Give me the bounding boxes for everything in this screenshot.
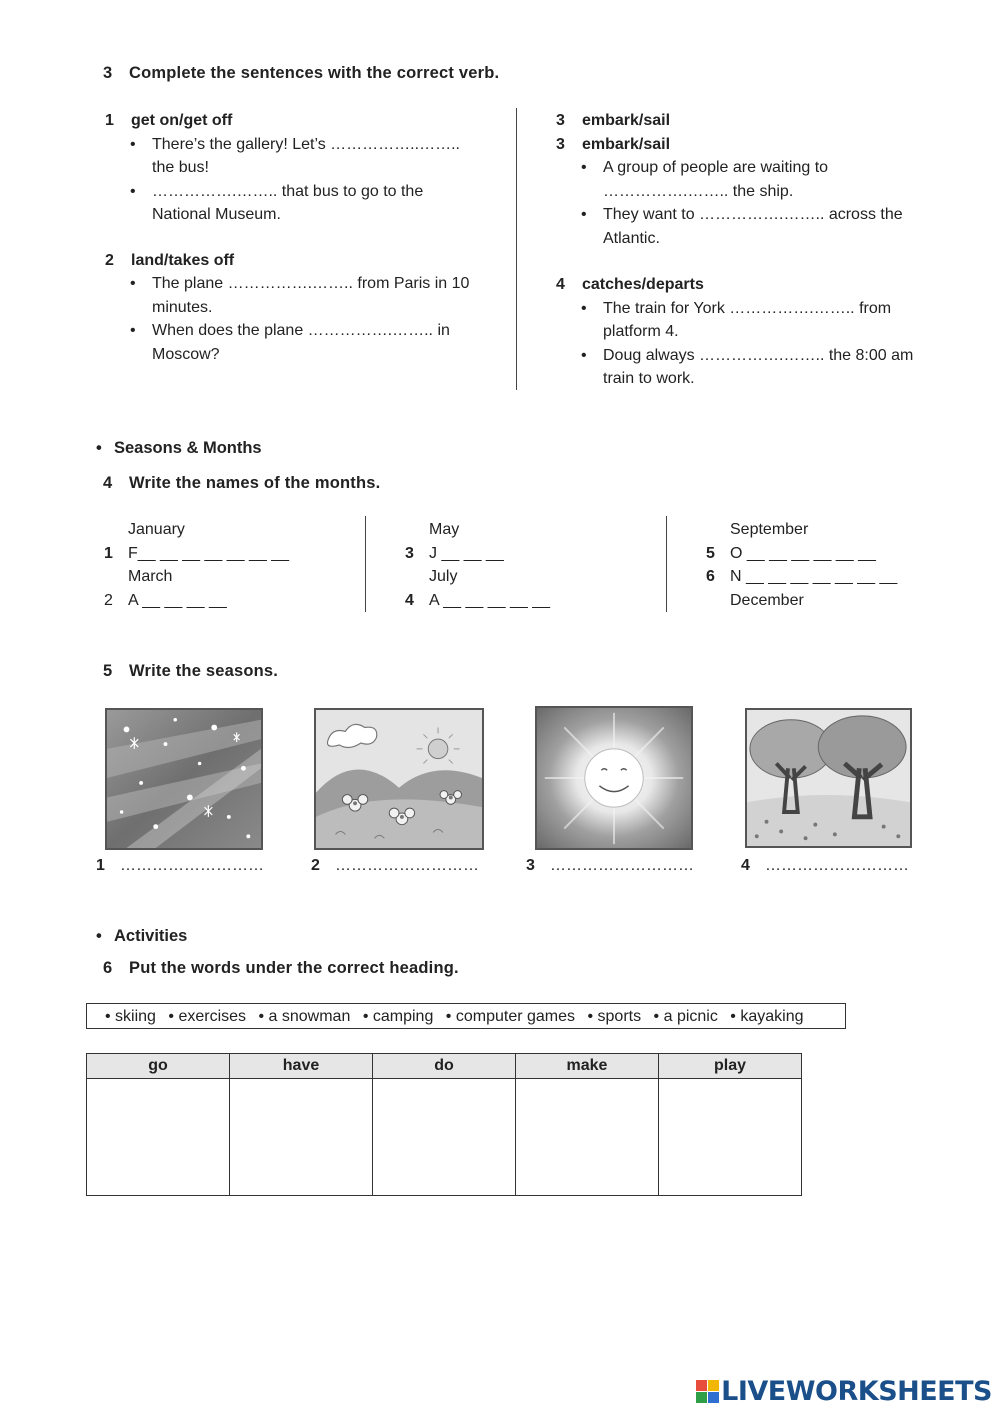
sentence-list bbox=[579, 297, 956, 391]
season-caption-3[interactable]: 3 ……………………… bbox=[526, 857, 694, 874]
month-given: March bbox=[128, 568, 173, 585]
item-heading: 2 land/takes off bbox=[105, 251, 235, 269]
summer-picture bbox=[535, 706, 693, 850]
sentence: • A group of people are waiting to …………….…….. the ship. bbox=[579, 156, 956, 203]
word-chip[interactable]: • exercises bbox=[168, 1008, 247, 1025]
word-chip[interactable]: • kayaking bbox=[730, 1008, 804, 1025]
exercise-3-left-column bbox=[105, 109, 505, 366]
column-divider bbox=[666, 516, 667, 612]
word-chip[interactable]: • sports bbox=[587, 1008, 642, 1025]
column-header-make: make bbox=[516, 1054, 659, 1079]
month-blank[interactable]: N __ __ __ __ __ __ __ bbox=[730, 568, 898, 585]
column-divider bbox=[516, 108, 517, 390]
column-header-go: go bbox=[87, 1054, 230, 1079]
logo-grid-icon bbox=[696, 1380, 719, 1403]
sentence: • The train for York …………….…….. from platform 4. bbox=[579, 297, 956, 344]
drop-cell-have[interactable] bbox=[230, 1079, 373, 1196]
item-heading: 4 catches/departs bbox=[556, 276, 704, 293]
sentence: • When does the plane …………….…….. in Moscow? bbox=[128, 319, 505, 366]
drop-cell-make[interactable] bbox=[516, 1079, 659, 1196]
word-chip[interactable]: • camping bbox=[362, 1008, 434, 1025]
month-given: January bbox=[128, 521, 185, 538]
item-heading: 3 embark/sail bbox=[556, 135, 671, 153]
column-divider bbox=[365, 516, 366, 612]
month-blank[interactable]: F__ __ __ __ __ __ __ bbox=[128, 544, 290, 562]
month-blank[interactable]: A __ __ __ __ __ bbox=[429, 591, 550, 609]
month-given: May bbox=[429, 521, 460, 538]
sentence: • There’s the gallery! Let’s ……………..…….. the bus! bbox=[128, 133, 505, 180]
sentence-list bbox=[128, 272, 505, 366]
liveworksheets-logo[interactable] bbox=[696, 1376, 992, 1407]
column-header-play: play bbox=[659, 1054, 802, 1079]
sorting-table bbox=[86, 1053, 802, 1196]
drop-cell-go[interactable] bbox=[87, 1079, 230, 1196]
exercise-3-title: 3 Complete the sentences with the correct verb. bbox=[103, 64, 500, 82]
section-heading-activities: • Activities bbox=[96, 927, 188, 945]
exercise-4-title: 4 Write the names of the months. bbox=[103, 474, 381, 492]
section-heading-seasons-months: • Seasons & Months bbox=[96, 439, 262, 457]
winter-picture bbox=[105, 708, 263, 850]
month-blank[interactable]: O __ __ __ __ __ __ bbox=[730, 544, 876, 562]
month-blank[interactable]: J __ __ __ bbox=[429, 544, 504, 562]
season-caption-1[interactable]: 1 ……………………… bbox=[96, 857, 264, 874]
season-caption-2[interactable]: 2 ……………………… bbox=[311, 857, 479, 874]
sentence-list bbox=[128, 133, 505, 227]
drop-cell-do[interactable] bbox=[373, 1079, 516, 1196]
month-given: July bbox=[429, 568, 458, 585]
months-column-1: January 1 F__ __ __ __ __ __ __ March 2 A __ __ __ __ bbox=[104, 521, 290, 609]
item-heading: 3 embark/sail bbox=[556, 112, 671, 129]
word-chip[interactable]: • a snowman bbox=[258, 1008, 351, 1025]
item-heading: 1 get on/get off bbox=[105, 112, 233, 129]
sentence: • …………….…….. that bus to go to the National Museum. bbox=[128, 180, 505, 227]
month-blank[interactable]: A __ __ __ __ bbox=[128, 591, 227, 609]
sentence: • They want to …………….…….. across the Atlantic. bbox=[579, 203, 956, 250]
drop-cell-play[interactable] bbox=[659, 1079, 802, 1196]
sentence-list bbox=[579, 156, 956, 250]
word-chip[interactable]: • computer games bbox=[445, 1008, 576, 1025]
word-bank bbox=[86, 1003, 846, 1029]
month-given: September bbox=[730, 521, 809, 538]
month-given: December bbox=[730, 591, 804, 609]
word-chip[interactable]: • a picnic bbox=[653, 1008, 718, 1025]
season-caption-4[interactable]: 4 ……………………… bbox=[741, 857, 909, 874]
word-chip[interactable]: • skiing bbox=[105, 1008, 156, 1025]
column-header-have: have bbox=[230, 1054, 373, 1079]
spring-picture bbox=[314, 708, 484, 850]
exercise-3-right-column bbox=[556, 109, 956, 391]
exercise-6-title: 6 Put the words under the correct heading. bbox=[103, 959, 459, 977]
autumn-picture bbox=[745, 708, 912, 848]
logo-text: LIVEWORKSHEETS bbox=[721, 1376, 992, 1407]
sentence: • The plane …………….…….. from Paris in 10 minutes. bbox=[128, 272, 505, 319]
months-column-3: September 5 O __ __ __ __ __ __ 6 N __ __ __ __ __ __ __ December bbox=[706, 521, 898, 609]
sentence: • Doug always …………….…….. the 8:00 am train to work. bbox=[579, 344, 956, 391]
months-column-2: May 3 J __ __ __ July 4 A __ __ __ __ __ bbox=[405, 521, 550, 609]
exercise-5-title: 5 Write the seasons. bbox=[103, 662, 279, 680]
column-header-do: do bbox=[373, 1054, 516, 1079]
